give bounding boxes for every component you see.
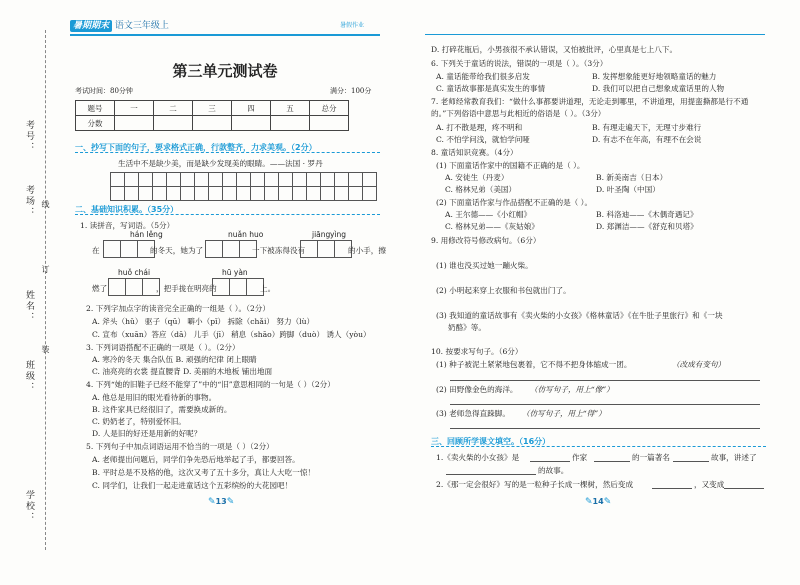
header-cell: 一 [115,101,154,116]
score-cell[interactable] [154,116,193,131]
score-cell[interactable] [232,116,271,131]
blank-4[interactable] [446,474,536,475]
answer-box-jiangying[interactable] [300,240,351,258]
exam-time: 考试时间：80分钟 [75,87,133,95]
school-label: 学校： [24,490,34,523]
pinyin-ying: yìng [330,230,347,239]
score-row [76,116,349,131]
question-6: 6. 下列关于童话的说法，错误的一项是（ ）。（3分） [431,59,608,68]
fill-2-b: ，又变成 [694,480,725,489]
header-cell: 二 [154,101,193,116]
page-number-right [585,497,611,507]
brand-logo [70,18,169,31]
question-9-1: (1) 谁也没买过她一蹦火柴。 [436,261,533,270]
question-8: 8. 童话知识竞赛。（4分） [431,148,518,157]
score-cell[interactable] [115,116,154,131]
binding-sidebar [0,0,70,585]
answer-box-huochai[interactable] [108,278,159,296]
header-rule-right [425,34,765,35]
exam-number-label: 考号： [24,120,34,153]
question-10-1: (1) 种子被泥土紧紧地包裹着，它不得不把身体缩成一团。 [436,360,632,369]
score-row-label: 分数 [76,116,115,131]
fill-1-d: 故事，讲述了 [711,453,757,462]
question-8-1-option-d: D. 叶圣陶（中国） [596,185,660,194]
question-4-option-a: A. 他总是用旧的眼光看待新的事物。 [92,393,217,402]
pinyin-huyan: hū yàn [222,268,248,277]
question-7: 7. 老师经常教育我们：“做什么事都要讲道理，无论走到哪里，不讲道理，用提蛮撕都是行不通的。”下列俗语中意思与此相近的俗语是（ ）。（3分） [431,97,749,118]
pen-icon: ✎ [226,497,235,507]
fill-line-1-c: 一下被冻得没有 [252,246,306,255]
question-6-option-d: D. 我们可以把自己想象成童话里的人物 [592,84,725,93]
question-3: 3. 下列词语搭配不正确的一项是（ ）。（2分） [86,343,240,352]
fill-line-1-b: 的冬天，她为了 [150,246,204,255]
score-table-header [76,101,349,116]
question-8-2-option-b: B. 科洛迪——《木偶奇遇记》 [596,210,698,219]
fill-line-2-b: ，把手拢在明亮的 [156,284,217,293]
pen-icon: ✎ [603,497,612,507]
question-8-2: (2) 下面童话作家与作品搭配不正确的是（ ）。 [436,198,593,207]
fill-1-b: 作家 [572,453,588,462]
blank-3[interactable] [673,461,709,462]
cut-mark-line: 线 [41,200,50,208]
header-cell: 题号 [76,101,115,116]
answer-box-nuanhuo[interactable] [205,240,256,258]
section-1-heading: 一、抄写下面的句子，要求格式正确，行款整齐，力求美观。（2分） [75,143,317,152]
question-8-1-option-b: B. 新美南吉（日本） [596,173,668,182]
header-cell: 四 [232,101,271,116]
page-number-13: 13 [215,497,227,506]
cut-mark-bind: 装 [41,345,50,353]
question-5-option-c: C. 同学们，让我们一起走进童话这个五彩缤纷的大花园吧！ [92,481,293,490]
full-score: 满分：100分 [330,87,372,95]
answer-box-huyan[interactable] [212,278,263,296]
question-6-option-a: A. 童话能带给我们很多启发 [436,72,530,81]
header-tag: 暑假作业 [340,22,365,29]
answer-line-10-1[interactable] [450,380,760,381]
question-10: 10. 按要求写句子。（6分） [431,347,523,356]
binding-line [45,30,46,550]
question-8-2-option-d: D. 郑渊洁——《舒克和贝塔》 [596,222,698,231]
question-8-2-option-a: A. 王尔德——《小红帽》 [445,210,532,219]
pinyin-jiang: jiāng [312,230,331,239]
exam-room-label: 考场： [24,185,34,218]
score-cell[interactable] [310,116,349,131]
brand-series: 暑期期末 [70,20,112,32]
score-cell[interactable] [193,116,232,131]
header-cell: 三 [193,101,232,116]
header-cell: 总分 [310,101,349,116]
question-3-options-ab: A. 寒冷的冬天 集合队伍 B. 顽强的纪律 闭上眼睛 [92,355,257,364]
question-3-options-cd: C. 油亮亮的衣裳 提直腰背 D. 美丽的木地板 铺出地面 [92,367,273,376]
pen-icon: ✎ [585,497,593,507]
fill-line-2-c: 上。 [260,284,276,293]
fill-1-c: 的一篇著名 [632,453,670,462]
question-2-option-c: C. 宣布（xuān）答应（dā） 儿手（jī） 稍息（shāo）跨脚（duò） 诱人（yòu） [92,330,371,339]
question-7-option-d: D. 有志不在年高，有理不在会说 [592,135,702,144]
copy-grid-row-1[interactable] [110,172,376,187]
header-rule-left [70,34,380,36]
pen-icon: ✎ [208,497,216,507]
question-5-option-d: D. 打碎花瓶后，小男孩很不承认错误，又怕被批评，心里真是七上八下。 [431,45,678,54]
fill-line-1-d: 的小手，擦 [348,246,386,255]
question-10-2-hint: （仿写句子，用上“像”） [530,385,614,394]
question-8-1: (1) 下面童话作家中的国籍不正确的是（ ）。 [436,161,585,170]
score-cell[interactable] [271,116,310,131]
section-3-heading: 三、回顾所学课文填空。（16分） [431,437,551,446]
page-title: 第三单元测试卷 [172,62,278,80]
section-divider [75,152,380,153]
blank-6[interactable] [724,488,764,489]
question-9-3: (3) 我知道的童话故事有《卖火柴的小女孩》《格林童话》《在牛肚子里旅行》和《一块 [436,311,723,320]
score-table [75,100,349,131]
question-1: 1. 读拼音，写词语。（5分） [80,221,175,230]
question-9-2: (2) 小明起来穿上衣服和书包就出门了。 [436,286,571,295]
question-4-option-c: C. 奶奶老了，特别爱怀旧。 [92,417,186,426]
copy-grid-row-2[interactable] [110,186,376,201]
question-7-option-a: A. 打不散是理，疼不明和 [436,123,523,132]
question-6-option-b: B. 发挥想象能更好地领略童话的魅力 [592,72,717,81]
fill-1-e: 的故事。 [538,466,569,475]
question-8-1-option-c: C. 格林兄弟（美国） [445,185,517,194]
pinyin-nuanhuo: nuǎn huo [228,230,264,239]
page-number-left [208,497,234,507]
question-5-option-a: A. 老师提出问题后，同学们争先恐后地举起了手，都要回答。 [92,455,300,464]
question-7-option-b: B. 有理走遍天下，无理寸步难行 [592,123,702,132]
fill-2-a: 2.《那一定会很好》写的是一粒种子长成一棵树，然后变成 [436,480,634,489]
question-2: 2. 下列字加点字的读音完全正确的一组是（ ）。（2分） [86,304,270,313]
brand-subject: 语文三年级上 [114,21,169,31]
question-5-option-b: B. 平时总是不及格的他，这次又考了五十多分，真让人大吃一惊！ [92,468,316,477]
question-9-3-cont: 奶酪》等。 [448,323,486,332]
cut-mark-order: 订 [41,265,50,273]
section-divider [75,214,380,215]
question-7-option-c: C. 不怕学问浅，就怕学问哑 [436,135,530,144]
header-cell: 五 [271,101,310,116]
question-10-3: (3) 老师急得直跺脚。 [436,409,510,418]
question-9: 9. 用修改符号修改病句。（6分） [431,236,541,245]
page-number-14: 14 [592,497,604,506]
blank-5[interactable] [652,488,692,489]
question-10-2: (2) 田野像金色的海洋。 [436,385,518,394]
section-2-heading: 二、基础知识积累。（35分） [75,205,179,214]
question-6-option-c: C. 童话故事都是真实发生的事情 [436,84,546,93]
answer-line-10-3[interactable] [450,428,760,429]
question-2-option-a: A. 斧头（hǔ） 驱子（qū） 噼小（pǐ） 拆除（chǎi） 努力（lù） [92,317,315,326]
section-divider [431,446,766,447]
question-8-1-option-a: A. 安徒生（丹麦） [445,173,509,182]
answer-box-hanleng[interactable] [103,240,154,258]
pinyin-hanleng: hán lěng [130,230,163,239]
question-4: 4. 下列“她的旧鞋子已经不能穿了”中的“旧”意思相同的一句是（ ）（2分） [86,380,335,389]
fill-line-2-a: 燃了 [92,284,108,293]
blank-1[interactable] [530,461,570,462]
question-5: 5. 下列句子中加点词语运用不恰当的一项是（ ）（2分） [86,442,274,451]
pinyin-huochai: huǒ chái [118,268,151,277]
question-10-3-hint: （仿写句子，用上“得”） [522,409,606,418]
fill-line-1-a: 在 [92,246,100,255]
class-label: 班级： [24,360,34,393]
question-4-option-d: D. 人是旧的好还是用新的好呢？ [92,429,202,438]
blank-2[interactable] [594,461,630,462]
answer-line-10-2[interactable] [450,404,760,405]
fill-1-a: 1.《卖火柴的小女孩》是 [436,453,520,462]
question-10-1-hint: （改成有变句） [672,360,726,369]
question-4-option-b: B. 这件家具已经很旧了，需要换成新的。 [92,405,232,414]
name-label: 姓名： [24,290,34,323]
question-8-2-option-c: C. 格林兄弟——《灰姑娘》 [445,222,539,231]
copy-quote: 生活中不是缺少美，而是缺少发现美的眼睛。——法国 · 罗丹 [118,159,323,168]
